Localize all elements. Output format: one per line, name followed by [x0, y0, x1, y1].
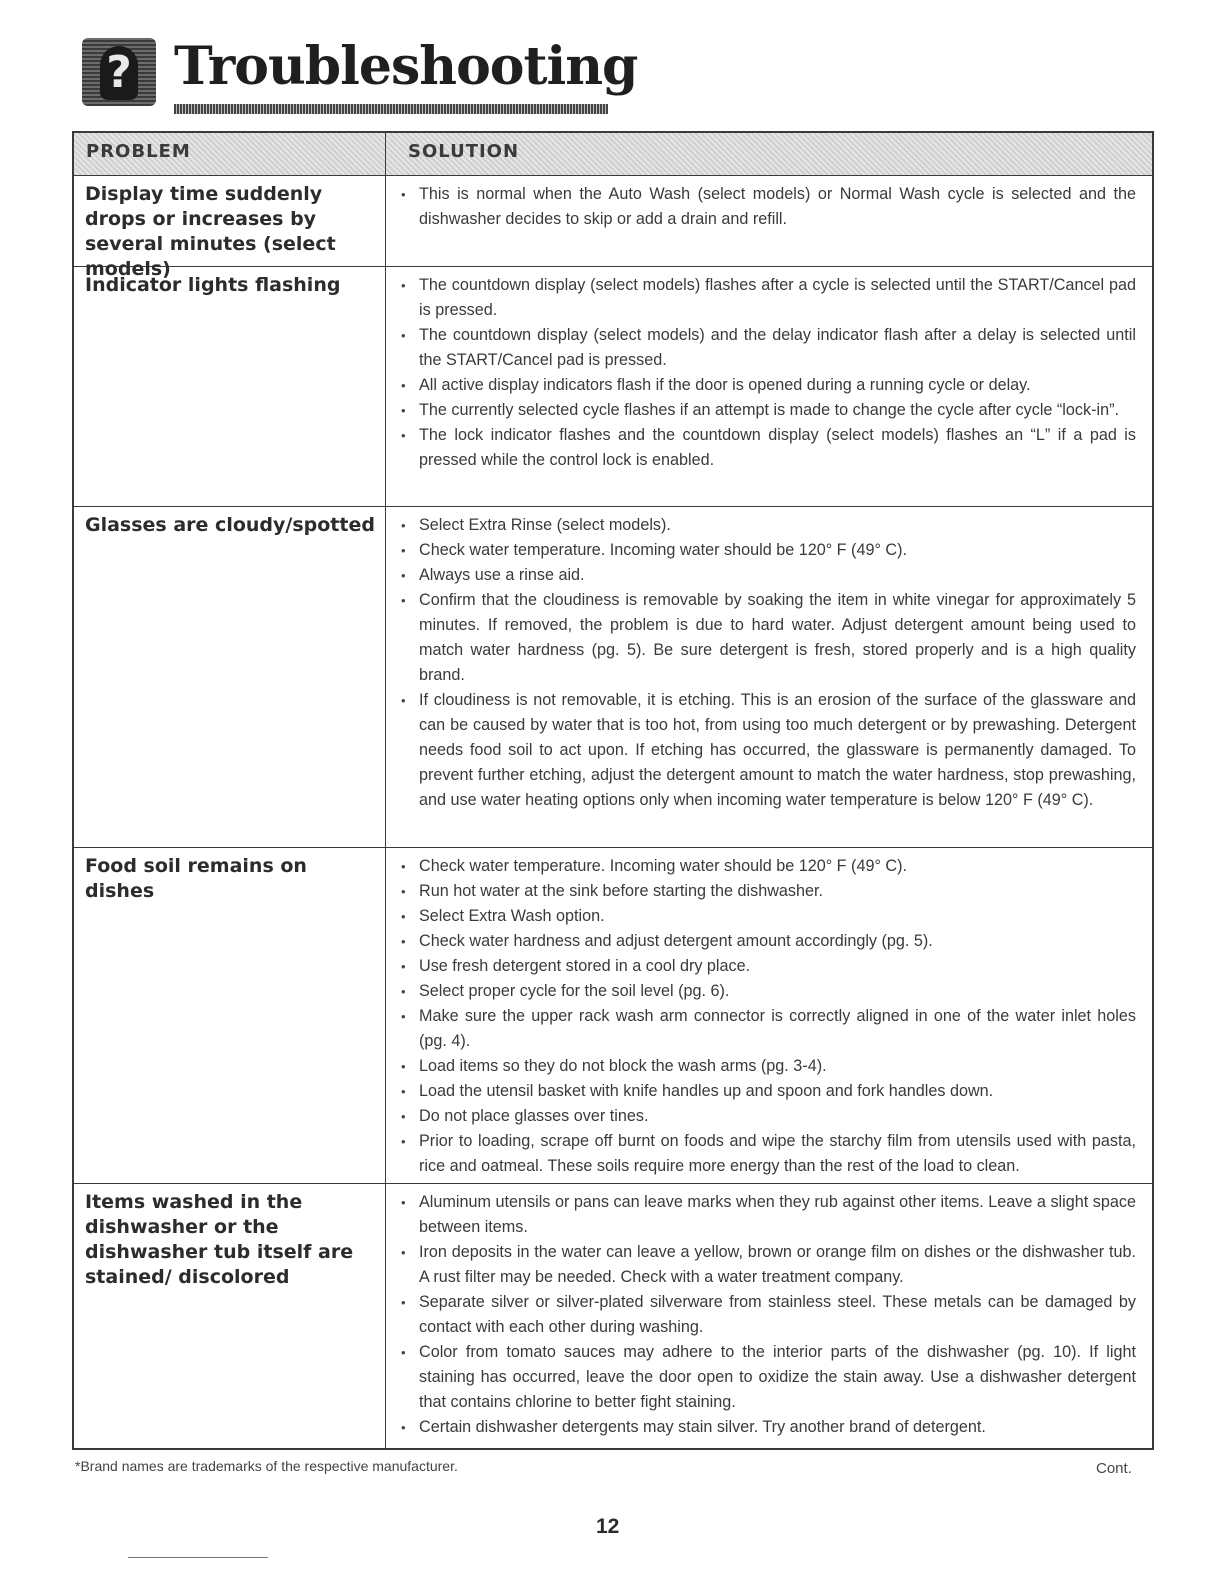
troubleshooting-table — [72, 131, 1154, 1450]
page-number: 12 — [596, 1515, 620, 1538]
column-header-problem: PROBLEM — [86, 141, 191, 162]
problem-cell: Display time suddenly drops or increases by several minutes (select models) — [85, 183, 336, 280]
trademark-footnote: *Brand names are trademarks of the respective manufacturer. — [75, 1458, 458, 1474]
solution-item: • Load the utensil basket with knife handles up and spoon and fork handles down. — [398, 1079, 1136, 1104]
table-row — [74, 176, 1152, 280]
solution-list — [398, 182, 1136, 232]
solution-item: • Aluminum utensils or pans can leave marks when they rub against other items. Leave a slight space between items. — [398, 1190, 1136, 1240]
table-row — [74, 1184, 1152, 1450]
solution-item: • The countdown display (select models) and the delay indicator flash after a delay is selected until the START/Cancel pad is pressed. — [398, 323, 1136, 373]
solution-item: • The countdown display (select models) flashes after a cycle is selected until the START/Cancel pad is pressed. — [398, 273, 1136, 323]
solution-item: • Load items so they do not block the wash arms (pg. 3-4). — [398, 1054, 1136, 1079]
question-mark-icon — [82, 38, 156, 106]
solution-item: • The currently selected cycle flashes if an attempt is made to change the cycle after cycle “lock-in”. — [398, 398, 1136, 423]
solution-item: • The lock indicator flashes and the countdown display (select models) flashes an “L” if a pad is pressed while the control lock is enabled. — [398, 423, 1136, 473]
problem-cell: Glasses are cloudy/spotted — [85, 514, 375, 536]
solution-item: • Select proper cycle for the soil level (pg. 6). — [398, 979, 1136, 1004]
page-header — [82, 36, 638, 118]
problem-cell: Items washed in the dishwasher or the dishwasher tub itself are stained/ discolored — [85, 1191, 354, 1288]
column-divider — [385, 133, 386, 1448]
solution-list — [398, 273, 1136, 473]
table-row — [74, 267, 1152, 507]
solution-item: • Confirm that the cloudiness is removable by soaking the item in white vinegar for approximately 5 minutes. If removed, the problem is due to hard water. Adjust detergent amount being used to match water hardness (pg. 5). Be sure detergent is fresh, stored properly and is a high quality brand. — [398, 588, 1136, 688]
solution-item: • Iron deposits in the water can leave a yellow, brown or orange film on dishes or the dishwasher tub. A rust filter may be needed. Check with a water treatment company. — [398, 1240, 1136, 1290]
solution-list — [398, 513, 1136, 813]
bottom-rule — [128, 1557, 268, 1558]
continued-label: Cont. — [1096, 1460, 1132, 1477]
solution-item: • Do not place glasses over tines. — [398, 1104, 1136, 1129]
solution-item: • Check water hardness and adjust detergent amount accordingly (pg. 5). — [398, 929, 1136, 954]
solution-item: • Certain dishwasher detergents may stain silver. Try another brand of detergent. — [398, 1415, 1136, 1440]
solution-item: • Always use a rinse aid. — [398, 563, 1136, 588]
solution-item: • Check water temperature. Incoming water should be 120° F (49° C). — [398, 854, 1136, 879]
solution-list — [398, 854, 1136, 1179]
problem-cell: Food soil remains on dishes — [85, 855, 307, 902]
table-header-row — [74, 133, 1152, 176]
solution-item: • Prior to loading, scrape off burnt on foods and wipe the starchy film from utensils used with pasta, rice and oatmeal. These soils require more energy than the rest of the load to clean. — [398, 1129, 1136, 1179]
page-title: Troubleshooting — [174, 36, 638, 97]
title-underline — [174, 104, 608, 114]
solution-item: • This is normal when the Auto Wash (select models) or Normal Wash cycle is selected and the dishwasher decides to skip or add a drain and refill. — [398, 182, 1136, 232]
solution-item: • Check water temperature. Incoming water should be 120° F (49° C). — [398, 538, 1136, 563]
solution-item: • Color from tomato sauces may adhere to the interior parts of the dishwasher (pg. 10). If light staining has occurred, leave the door open to oxidize the stain away. Use a dishwasher detergent that contains chlorine to better fight staining. — [398, 1340, 1136, 1415]
solution-item: • Select Extra Wash option. — [398, 904, 1136, 929]
table-row — [74, 507, 1152, 848]
solution-item: • Use fresh detergent stored in a cool dry place. — [398, 954, 1136, 979]
solution-item: • Make sure the upper rack wash arm connector is correctly aligned in one of the water inlet holes (pg. 4). — [398, 1004, 1136, 1054]
solution-item: • Select Extra Rinse (select models). — [398, 513, 1136, 538]
solution-item: • If cloudiness is not removable, it is etching. This is an erosion of the surface of the glassware and can be caused by water that is too hot, from using too much detergent or by prewashing. Detergent needs food soil to act upon. If etching has occurred, the glassware is permanently damaged. To prevent further etching, adjust the detergent amount to match the water hardness, stop prewashing, and use water heating options only when incoming water temperature is below 120° F (49° C). — [398, 688, 1136, 813]
solution-item: • All active display indicators flash if the door is opened during a running cycle or delay. — [398, 373, 1136, 398]
solution-list — [398, 1190, 1136, 1440]
table-row — [74, 848, 1152, 1184]
solution-item: • Run hot water at the sink before starting the dishwasher. — [398, 879, 1136, 904]
solution-item: • Separate silver or silver-plated silverware from stainless steel. These metals can be damaged by contact with each other during washing. — [398, 1290, 1136, 1340]
column-header-solution: SOLUTION — [408, 141, 520, 162]
problem-cell: Indicator lights flashing — [85, 274, 341, 296]
question-mark-glyph: ? — [100, 46, 138, 100]
